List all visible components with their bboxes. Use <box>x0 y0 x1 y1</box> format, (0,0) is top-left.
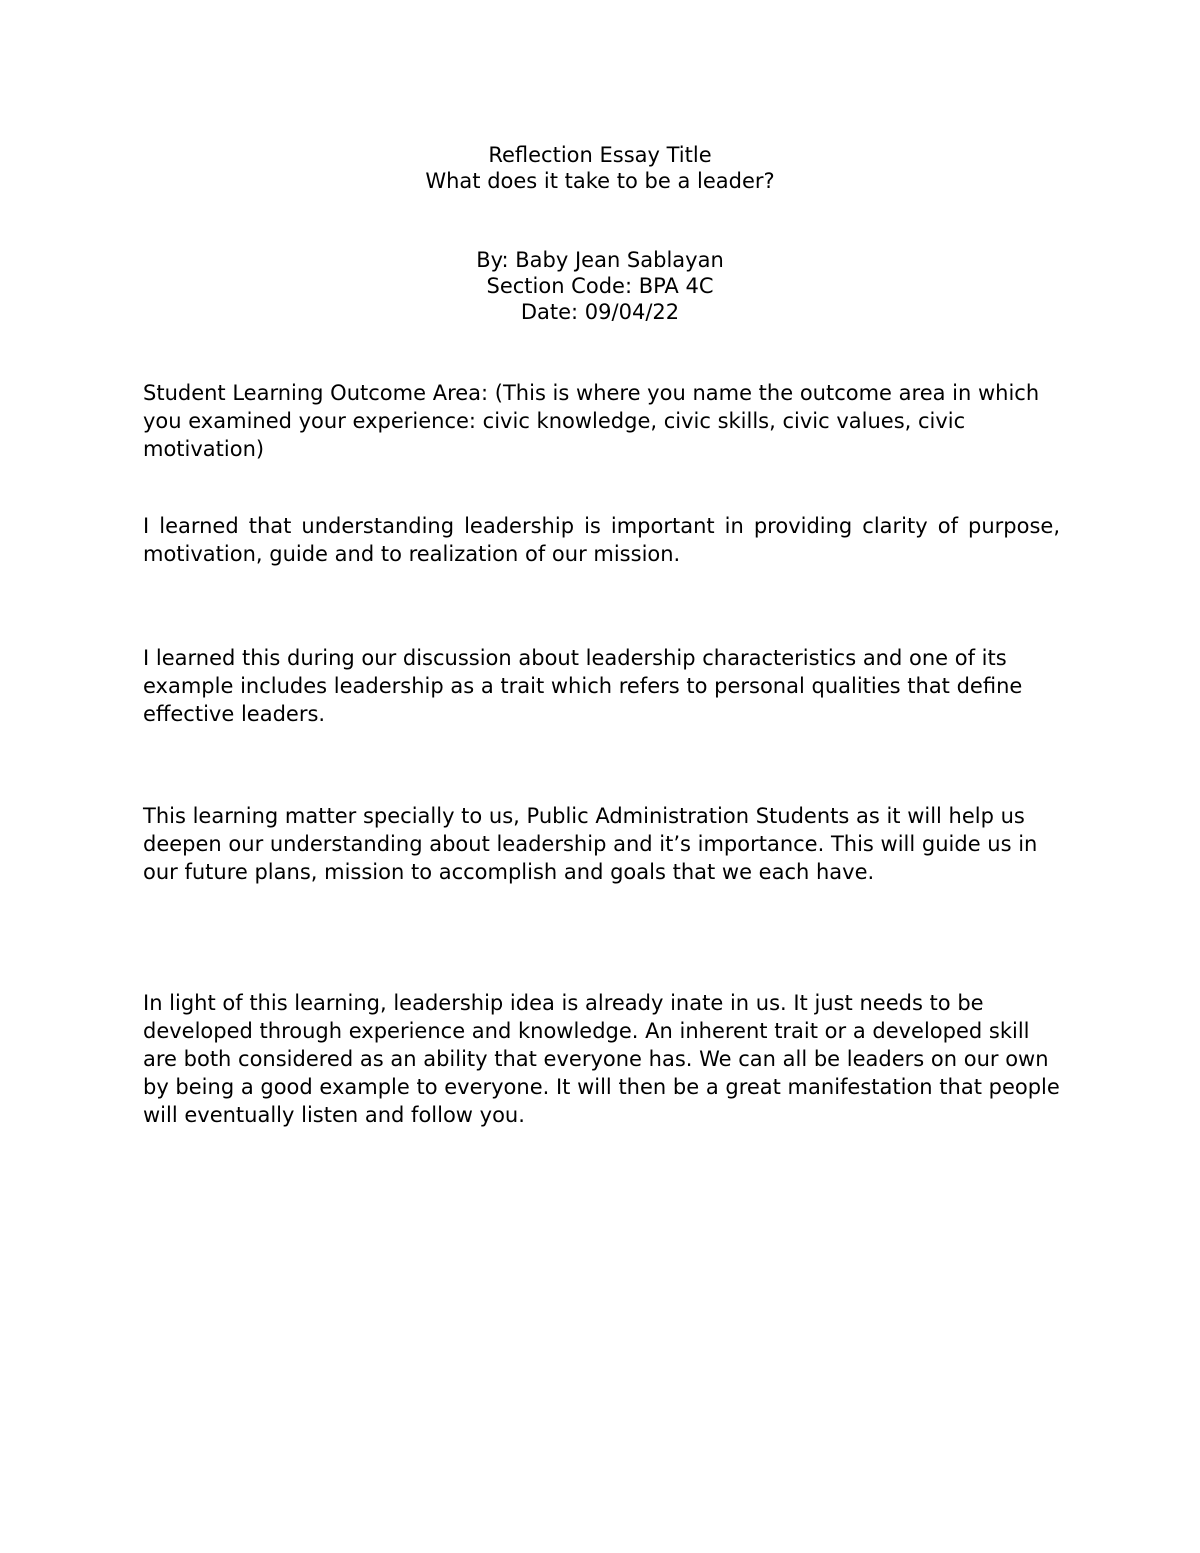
doc-label: Reflection Essay Title <box>488 143 712 167</box>
section-line: Section Code: BPA 4C <box>486 274 714 298</box>
date-line: Date: 09/04/22 <box>520 300 680 324</box>
body-paragraph-1: I learned that understanding leadership is important in providing clarity of purpose, motivation, guide and to realization of our mission. <box>143 514 1060 566</box>
essay-title: What does it take to be a leader? <box>425 169 775 193</box>
author-info-block <box>0 247 1200 325</box>
body-paragraph-3: This learning matter specially to us, Public Administration Students as it will help us deepen our understanding about leadership and it’s importance. This will guide us in our future plans, mission to accomplish and goals that we each have. <box>143 804 1038 884</box>
body-paragraph-4: In light of this learning, leadership idea is already inate in us. It just needs to be developed through experience and knowledge. An inherent trait or a developed skill are both considered as an ability that everyone has. We can all be leaders on our own by being a good example to everyone. It will then be a great manifestation that people will eventually listen and follow you. <box>143 991 1060 1127</box>
title-block <box>0 142 1200 194</box>
author-line: By: Baby Jean Sablayan <box>476 248 724 272</box>
body-paragraph-2: I learned this during our discussion about leadership characteristics and one of its example includes leadership as a trait which refers to personal qualities that define effective leaders. <box>143 646 1023 726</box>
outcome-area-paragraph: Student Learning Outcome Area: (This is where you name the outcome area in which you examined your experience: civic knowledge, civic skills, civic values, civic motivation) <box>143 381 1040 461</box>
